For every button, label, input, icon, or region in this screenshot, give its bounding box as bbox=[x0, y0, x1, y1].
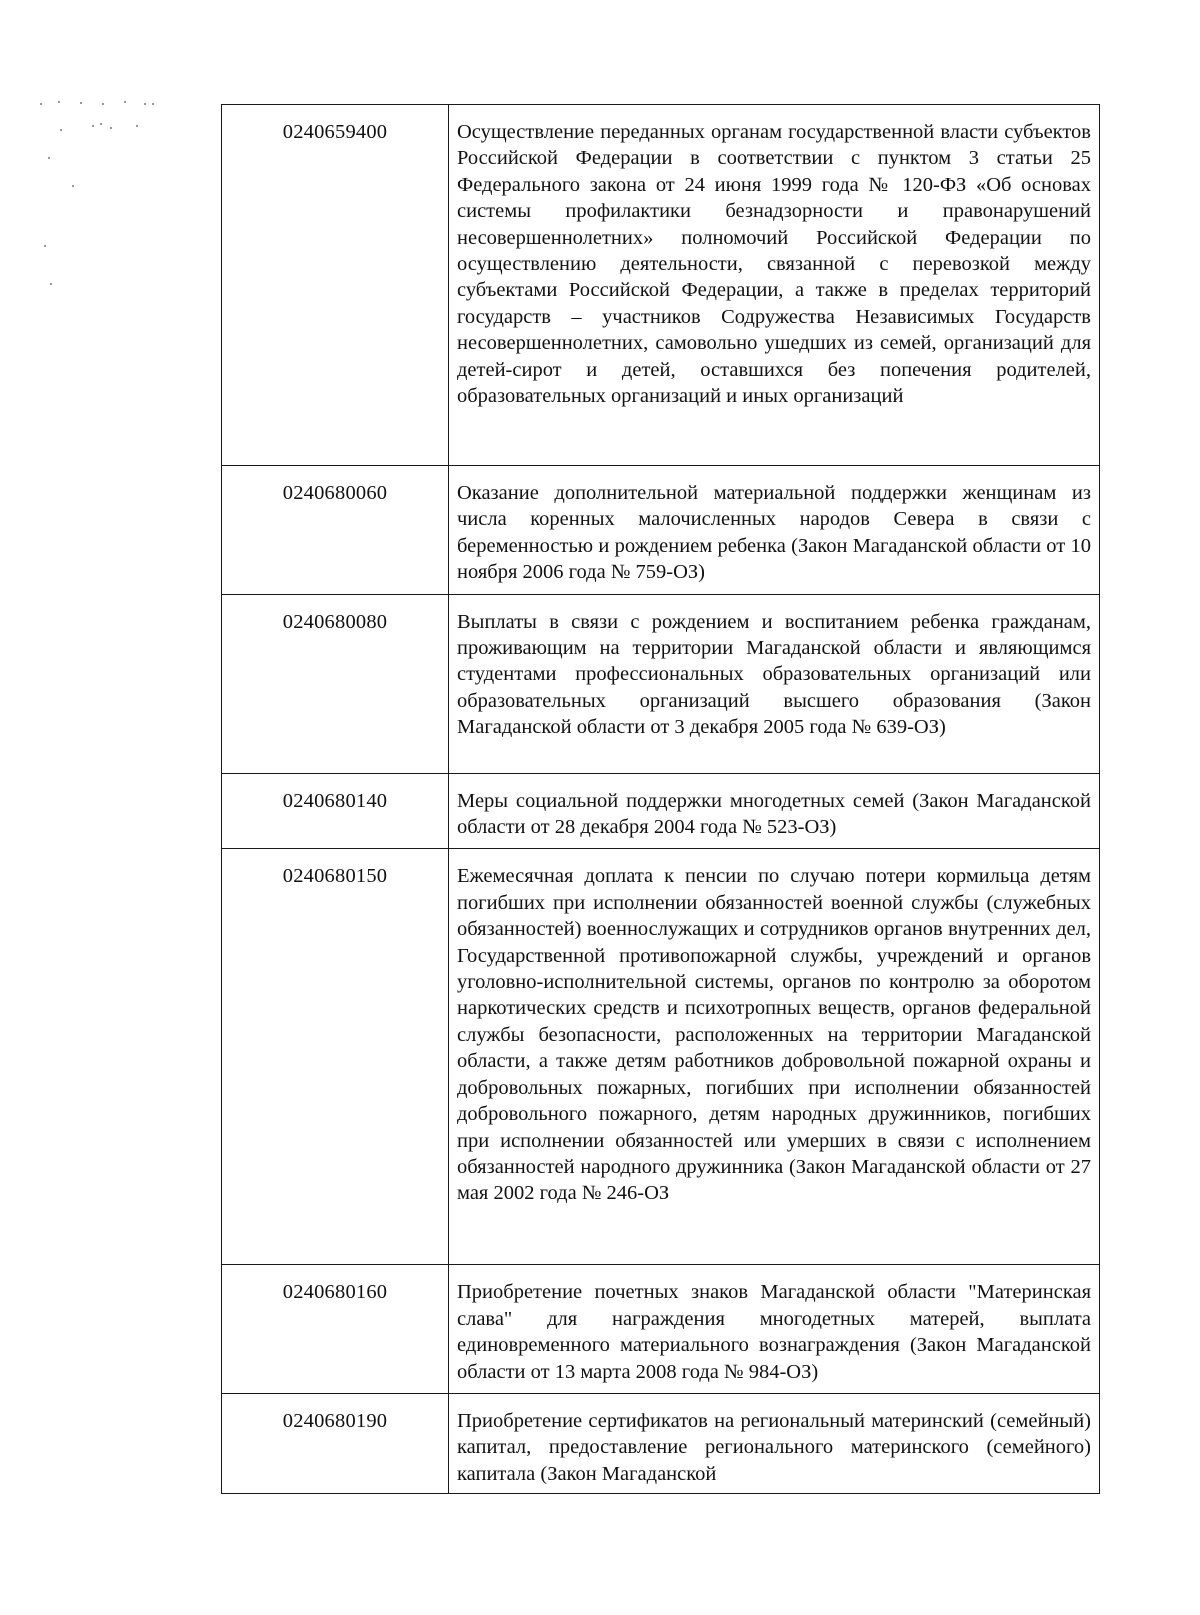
table-row bbox=[222, 1265, 1100, 1394]
row-code: 0240680060 bbox=[222, 466, 449, 595]
row-description: Приобретение сертификатов на региональный материнский (семейный) капитал, предоставление регионального материнского (семейного) капитала (Закон Магаданской bbox=[449, 1394, 1100, 1494]
table-row bbox=[222, 773, 1100, 849]
row-code: 0240659400 bbox=[222, 105, 449, 466]
row-code: 0240680080 bbox=[222, 594, 449, 773]
row-code: 0240680150 bbox=[222, 849, 449, 1265]
row-description: Ежемесячная доплата к пенсии по случаю потери кормильца детям погибших при исполнении обязанностей военной службы (служебных обязанностей) военнослужащих и сотрудников органов внутренних дел, Государственной противопожарной службы, учреждений и органов уголовно-исполнительной системы, органов по контролю за оборотом наркотических средств и психотропных веществ, органов федеральной службы безопасности, расположенных на территории Магаданской области, а также детям работников добровольной пожарной охраны и добровольных пожарных, погибших при исполнении обязанностей добровольного пожарного, детям народных дружинников, погибших при исполнении обязанностей или умерших в связи с исполнением обязанностей народного дружинника (Закон Магаданской области от 27 мая 2002 года № 246-ОЗ bbox=[449, 849, 1100, 1265]
row-code: 0240680160 bbox=[222, 1265, 449, 1394]
row-description: Приобретение почетных знаков Магаданской области "Материнская слава" для награждения многодетных матерей, выплата единовременного материального вознаграждения (Закон Магаданской области от 13 марта 2008 года № 984-ОЗ) bbox=[449, 1265, 1100, 1394]
scan-artifact bbox=[40, 95, 180, 295]
row-code: 0240680140 bbox=[222, 773, 449, 849]
row-description: Выплаты в связи с рождением и воспитанием ребенка гражданам, проживающим на территории Магаданской области и являющимся студентами профессиональных образовательных организаций или образовательных организаций высшего образования (Закон Магаданской области от 3 декабря 2005 года № 639-ОЗ) bbox=[449, 594, 1100, 773]
row-code: 0240680190 bbox=[222, 1394, 449, 1494]
budget-classification-table bbox=[221, 104, 1100, 1494]
table-row bbox=[222, 1394, 1100, 1494]
row-description: Меры социальной поддержки многодетных семей (Закон Магаданской области от 28 декабря 2004 года № 523-ОЗ) bbox=[449, 773, 1100, 849]
table-row bbox=[222, 466, 1100, 595]
row-description: Оказание дополнительной материальной поддержки женщинам из числа коренных малочисленных народов Севера в связи с беременностью и рождением ребенка (Закон Магаданской области от 10 ноября 2006 года № 759-ОЗ) bbox=[449, 466, 1100, 595]
row-description: Осуществление переданных органам государственной власти субъектов Российской Федерации в соответствии с пунктом 3 статьи 25 Федерального закона от 24 июня 1999 года № 120-ФЗ «Об основах системы профилактики безнадзорности и правонарушений несовершеннолетних» полномочий Российской Федерации по осуществлению деятельности, связанной с перевозкой между субъектами Российской Федерации, а также в пределах территорий государств – участников Содружества Независимых Государств несовершеннолетних, самовольно ушедших из семей, организаций для детей-сирот и детей, оставшихся без попечения родителей, образовательных организаций и иных организаций bbox=[449, 105, 1100, 466]
table-row bbox=[222, 594, 1100, 773]
table-row bbox=[222, 849, 1100, 1265]
table-row bbox=[222, 105, 1100, 466]
